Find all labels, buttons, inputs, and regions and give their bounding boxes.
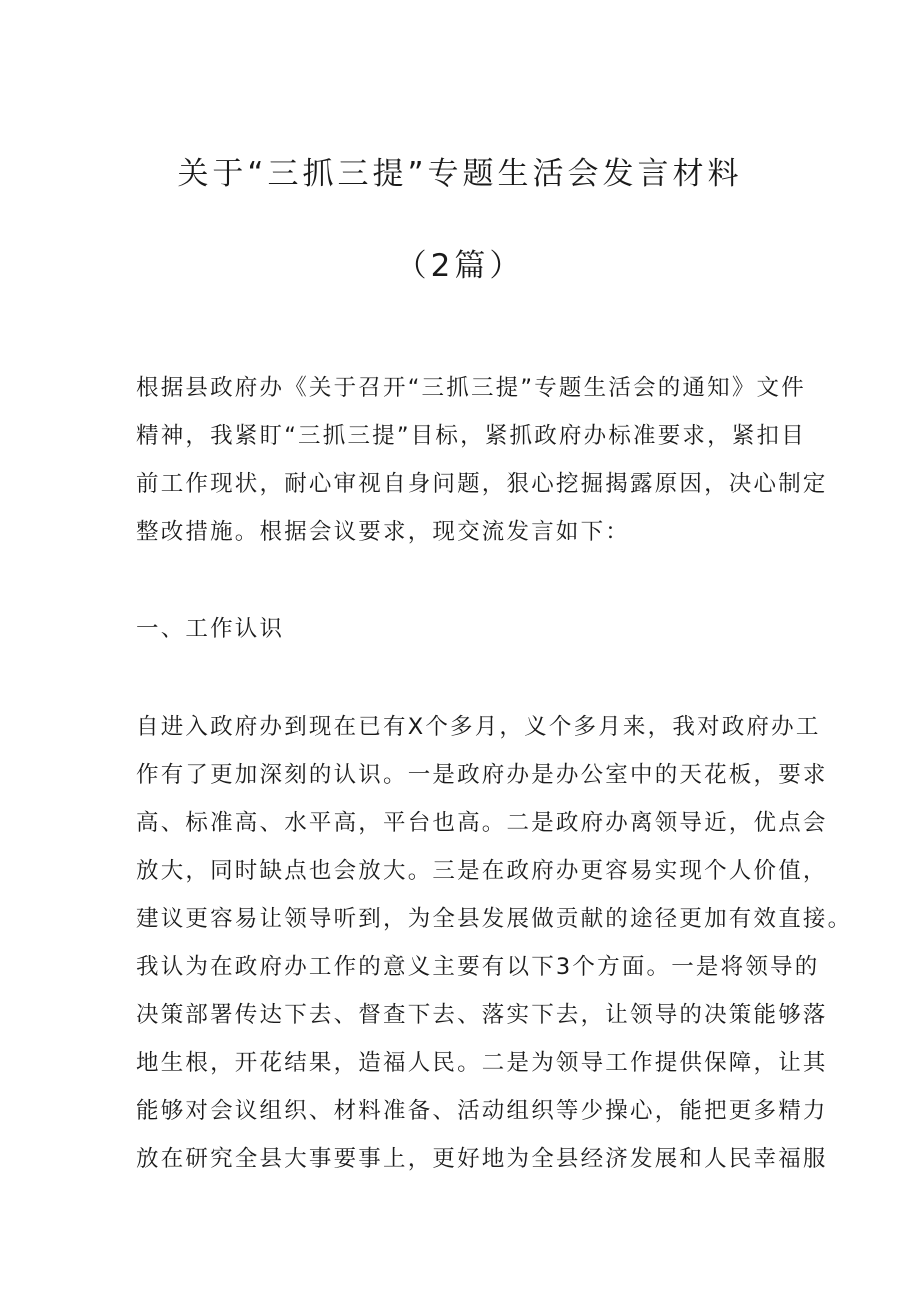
body-line: 放在研究全县大事要事上，更好地为全县经济发展和人民幸福服 [136,1146,828,1172]
body-line: 地生根，开花结果，造福人民。二是为领导工作提供保障，让其 [136,1050,828,1076]
document-title: 关于“三抓三提”专题生活会发言材料 [177,156,743,192]
section-heading: 一、工作认识 [136,616,285,642]
body-line: 能够对会议组织、材料准备、活动组织等少操心，能把更多精力 [136,1098,828,1124]
document-title-count: （2篇） [395,248,525,284]
body-line: 作有了更加深刻的认识。一是政府办是办公室中的天花板，要求 [136,762,828,788]
body-line: 放大，同时缺点也会放大。三是在政府办更容易实现个人价值， [136,858,828,884]
body-line: 我认为在政府办工作的意义主要有以下3个方面。一是将领导的 [136,954,820,980]
intro-line: 根据县政府办《关于召开“三抓三提”专题生活会的通知》文件 [136,375,806,401]
intro-line: 整改措施。根据会议要求，现交流发言如下： [136,519,631,545]
body-line: 决策部署传达下去、督查下去、落实下去，让领导的决策能够落 [136,1002,828,1028]
intro-line: 前工作现状，耐心审视自身问题，狠心挖掘揭露原因，决心制定 [136,471,828,497]
intro-line: 精神，我紧盯“三抓三提”目标，紧抓政府办标准要求，紧扣目 [136,423,806,449]
body-line: 建议更容易让领导听到，为全县发展做贡献的途径更加有效直接。 [136,906,853,932]
body-line: 高、标准高、水平高，平台也高。二是政府办离领导近，优点会 [136,810,828,836]
body-line: 自进入政府办到现在已有X个多月，义个多月来，我对政府办工 [136,714,821,740]
